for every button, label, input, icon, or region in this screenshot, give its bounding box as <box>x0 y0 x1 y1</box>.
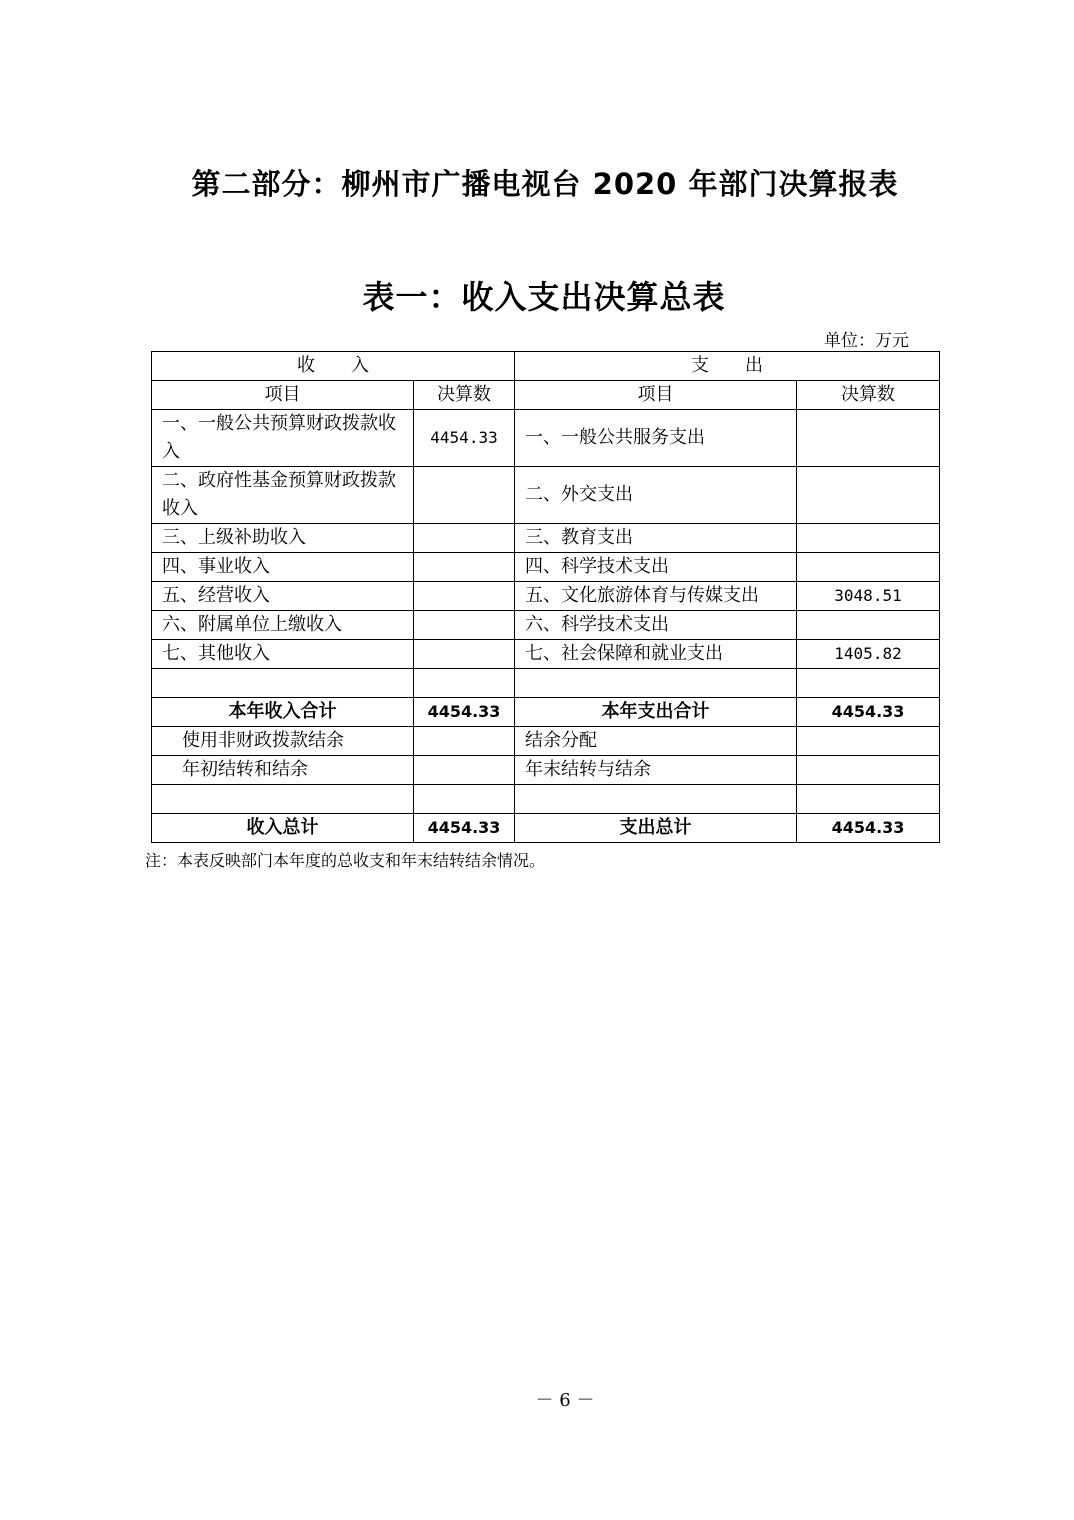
annual-income-total-amount: 4454.33 <box>414 698 515 727</box>
expense-section-header: 支 出 <box>515 352 940 381</box>
expense-item-cell <box>515 669 797 698</box>
table-row <box>152 640 940 669</box>
expense-amount-cell: 3048.51 <box>797 582 940 611</box>
expense-amount-cell <box>797 727 940 756</box>
annual-expense-total-amount: 4454.33 <box>797 698 940 727</box>
section-header-row <box>152 352 940 381</box>
expense-amount-cell <box>797 410 940 467</box>
expense-item-cell: 四、科学技术支出 <box>515 553 797 582</box>
income-expense-summary-table <box>151 351 940 843</box>
income-item-cell: 年初结转和结余 <box>152 756 414 785</box>
grand-income-total-amount: 4454.33 <box>414 814 515 843</box>
income-item-cell: 三、上级补助收入 <box>152 524 414 553</box>
page-number: － 6 － <box>535 1390 595 1411</box>
expense-amount-cell <box>797 553 940 582</box>
income-amount-cell <box>414 785 515 814</box>
expense-amount-cell <box>797 756 940 785</box>
part-title: 第二部分：柳州市广播电视台 2020 年部门决算报表 <box>191 167 899 201</box>
expense-item-header: 项目 <box>515 381 797 410</box>
table-row <box>152 524 940 553</box>
grand-expense-total-label: 支出总计 <box>515 814 797 843</box>
expense-amount-cell <box>797 669 940 698</box>
income-item-cell: 六、附属单位上缴收入 <box>152 611 414 640</box>
expense-amount-cell <box>797 611 940 640</box>
income-amount-cell <box>414 553 515 582</box>
expense-amount-cell <box>797 785 940 814</box>
expense-item-cell: 年末结转与结余 <box>515 756 797 785</box>
income-item-header: 项目 <box>152 381 414 410</box>
expense-item-cell: 七、社会保障和就业支出 <box>515 640 797 669</box>
income-item-cell: 四、事业收入 <box>152 553 414 582</box>
expense-amount-cell <box>797 467 940 524</box>
income-amount-header: 决算数 <box>414 381 515 410</box>
income-item-cell <box>152 669 414 698</box>
income-amount-cell <box>414 727 515 756</box>
table-row <box>152 467 940 524</box>
unit-label: 单位：万元 <box>824 331 909 351</box>
expense-item-cell: 二、外交支出 <box>515 467 797 524</box>
income-amount-cell <box>414 611 515 640</box>
income-item-cell: 一、一般公共预算财政拨款收入 <box>152 410 414 467</box>
income-amount-cell <box>414 467 515 524</box>
annual-expense-total-label: 本年支出合计 <box>515 698 797 727</box>
balance-row-empty <box>152 785 940 814</box>
income-amount-cell <box>414 524 515 553</box>
expense-amount-header: 决算数 <box>797 381 940 410</box>
income-amount-cell <box>414 669 515 698</box>
table-title: 表一：收入支出决算总表 <box>362 278 726 316</box>
expense-item-cell: 结余分配 <box>515 727 797 756</box>
expense-amount-cell: 1405.82 <box>797 640 940 669</box>
income-item-cell: 五、经营收入 <box>152 582 414 611</box>
table-row-empty <box>152 669 940 698</box>
income-item-cell: 二、政府性基金预算财政拨款收入 <box>152 467 414 524</box>
income-item-cell: 使用非财政拨款结余 <box>152 727 414 756</box>
table-row <box>152 582 940 611</box>
expense-item-cell <box>515 785 797 814</box>
grand-expense-total-amount: 4454.33 <box>797 814 940 843</box>
income-section-header: 收 入 <box>152 352 515 381</box>
table-row <box>152 553 940 582</box>
table-note: 注：本表反映部门本年度的总收支和年末结转结余情况。 <box>145 851 546 870</box>
column-header-row <box>152 381 940 410</box>
income-amount-cell <box>414 582 515 611</box>
expense-item-cell: 三、教育支出 <box>515 524 797 553</box>
annual-income-total-label: 本年收入合计 <box>152 698 414 727</box>
table-row <box>152 410 940 467</box>
income-item-cell: 七、其他收入 <box>152 640 414 669</box>
income-amount-cell <box>414 756 515 785</box>
expense-amount-cell <box>797 524 940 553</box>
balance-row <box>152 727 940 756</box>
expense-item-cell: 一、一般公共服务支出 <box>515 410 797 467</box>
annual-total-row <box>152 698 940 727</box>
income-amount-cell: 4454.33 <box>414 410 515 467</box>
grand-total-row <box>152 814 940 843</box>
balance-row <box>152 756 940 785</box>
income-amount-cell <box>414 640 515 669</box>
expense-item-cell: 五、文化旅游体育与传媒支出 <box>515 582 797 611</box>
grand-income-total-label: 收入总计 <box>152 814 414 843</box>
table-row <box>152 611 940 640</box>
expense-item-cell: 六、科学技术支出 <box>515 611 797 640</box>
income-item-cell <box>152 785 414 814</box>
